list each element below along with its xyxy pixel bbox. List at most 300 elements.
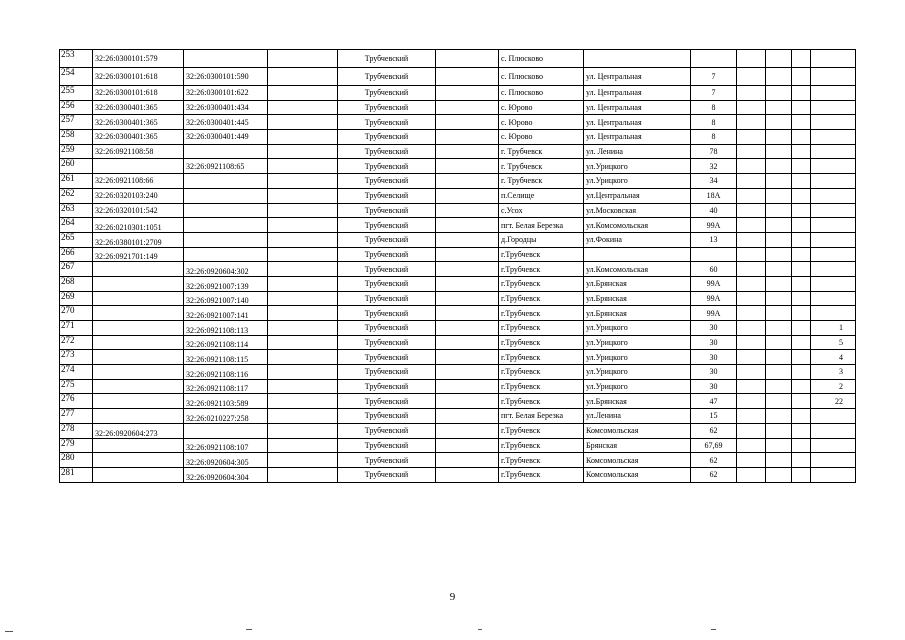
cell-empty <box>792 321 811 336</box>
cell-apartment-number <box>811 68 856 86</box>
cell-house-number: 47 <box>691 394 737 409</box>
cell-cadastral-number-object: 32:26:0920604:304 <box>184 467 268 482</box>
cell-locality: г. Трубчевск <box>499 159 584 174</box>
cell-apartment-number <box>811 50 856 68</box>
cell-locality: г.Трубчевск <box>499 350 584 365</box>
cell-empty <box>792 350 811 365</box>
cell-empty <box>766 291 792 306</box>
cell-cadastral-number-land <box>93 262 184 277</box>
cell-empty <box>436 453 499 468</box>
cell-empty <box>792 306 811 321</box>
cell-empty <box>268 130 338 145</box>
cell-house-number: 7 <box>691 68 737 86</box>
cell-cadastral-number-land: 32:26:0920604:273 <box>93 423 184 438</box>
cell-cadastral-number-object: 32:26:0921108:114 <box>184 335 268 350</box>
cell-empty <box>268 144 338 159</box>
cell-street: ул.Брянская <box>584 276 691 291</box>
cell-cadastral-number-land <box>93 467 184 482</box>
cell-empty <box>268 232 338 247</box>
cell-empty <box>436 50 499 68</box>
cell-empty <box>737 306 766 321</box>
cell-empty <box>436 276 499 291</box>
cell-locality: г.Трубчевск <box>499 306 584 321</box>
cell-district: Трубчевский <box>338 365 436 380</box>
cell-street <box>584 247 691 262</box>
cell-empty <box>792 218 811 233</box>
cell-street: ул. Центральная <box>584 130 691 145</box>
cell-empty <box>268 68 338 86</box>
cell-empty <box>737 115 766 130</box>
cell-house-number: 99А <box>691 291 737 306</box>
cell-apartment-number <box>811 203 856 218</box>
cell-district: Трубчевский <box>338 394 436 409</box>
cell-cadastral-number-land <box>93 379 184 394</box>
cell-empty <box>436 335 499 350</box>
cell-cadastral-number-object: 32:26:0921108:115 <box>184 350 268 365</box>
cell-cadastral-number-object <box>184 218 268 233</box>
cell-street: ул.Урицкого <box>584 365 691 380</box>
cell-empty <box>792 262 811 277</box>
cell-empty <box>436 232 499 247</box>
scan-artifact <box>246 629 252 630</box>
cell-empty <box>766 159 792 174</box>
cell-district: Трубчевский <box>338 423 436 438</box>
cell-empty <box>766 86 792 101</box>
table-row <box>60 379 856 394</box>
cell-empty <box>268 262 338 277</box>
cell-apartment-number <box>811 159 856 174</box>
cell-row-number: 254 <box>60 68 93 86</box>
cell-locality: г.Трубчевск <box>499 453 584 468</box>
cell-locality: с. Юрово <box>499 115 584 130</box>
cell-house-number <box>691 247 737 262</box>
cell-cadastral-number-object: 32:26:0920604:302 <box>184 262 268 277</box>
cell-cadastral-number-object: 32:26:0921007:139 <box>184 276 268 291</box>
cell-empty <box>737 68 766 86</box>
cell-empty <box>436 174 499 189</box>
cell-house-number: 8 <box>691 130 737 145</box>
cell-cadastral-number-object: 32:26:0300101:590 <box>184 68 268 86</box>
page-number: 9 <box>449 591 456 603</box>
cell-empty <box>737 394 766 409</box>
cell-house-number: 67,69 <box>691 438 737 453</box>
cell-row-number: 270 <box>60 306 93 321</box>
cell-empty <box>268 453 338 468</box>
cell-cadastral-number-land <box>93 438 184 453</box>
table-row <box>60 350 856 365</box>
cell-row-number: 256 <box>60 100 93 115</box>
cell-apartment-number <box>811 115 856 130</box>
cell-house-number: 8 <box>691 115 737 130</box>
cell-row-number: 269 <box>60 291 93 306</box>
cell-empty <box>436 409 499 424</box>
cell-empty <box>436 100 499 115</box>
cell-locality: с. Плюсково <box>499 68 584 86</box>
cell-apartment-number <box>811 438 856 453</box>
cell-empty <box>737 203 766 218</box>
table-row <box>60 423 856 438</box>
cell-house-number: 30 <box>691 350 737 365</box>
cell-district: Трубчевский <box>338 306 436 321</box>
cell-empty <box>737 100 766 115</box>
cell-empty <box>766 453 792 468</box>
table-row <box>60 321 856 336</box>
cell-locality: с. Плюсково <box>499 86 584 101</box>
table-row <box>60 159 856 174</box>
cell-house-number <box>691 50 737 68</box>
cell-cadastral-number-object <box>184 232 268 247</box>
cell-empty <box>436 218 499 233</box>
cell-apartment-number: 22 <box>811 394 856 409</box>
table-row <box>60 130 856 145</box>
cell-house-number: 13 <box>691 232 737 247</box>
cell-empty <box>436 203 499 218</box>
cell-locality: п.Селище <box>499 188 584 203</box>
cell-house-number: 7 <box>691 86 737 101</box>
cell-empty <box>268 350 338 365</box>
cell-empty <box>436 394 499 409</box>
cell-empty <box>792 130 811 145</box>
cell-empty <box>436 379 499 394</box>
cell-empty <box>766 365 792 380</box>
cell-apartment-number: 1 <box>811 321 856 336</box>
cell-cadastral-number-land <box>93 321 184 336</box>
cell-empty <box>792 394 811 409</box>
cell-empty <box>436 291 499 306</box>
cell-district: Трубчевский <box>338 50 436 68</box>
table-row <box>60 203 856 218</box>
cell-cadastral-number-land <box>93 291 184 306</box>
cell-apartment-number <box>811 276 856 291</box>
cell-street: ул.Комсомольская <box>584 262 691 277</box>
cell-locality: г.Трубчевск <box>499 291 584 306</box>
cell-district: Трубчевский <box>338 438 436 453</box>
cell-apartment-number <box>811 291 856 306</box>
cell-house-number: 30 <box>691 321 737 336</box>
cell-empty <box>792 365 811 380</box>
cell-empty <box>268 247 338 262</box>
cell-cadastral-number-land <box>93 159 184 174</box>
cell-empty <box>766 335 792 350</box>
cell-cadastral-number-land: 32:26:0300101:579 <box>93 50 184 68</box>
cell-apartment-number <box>811 409 856 424</box>
cell-locality: г.Трубчевск <box>499 379 584 394</box>
cell-house-number: 30 <box>691 365 737 380</box>
cell-street: Комсомольская <box>584 453 691 468</box>
cell-district: Трубчевский <box>338 159 436 174</box>
cell-cadastral-number-land: 32:26:0380101:2709 <box>93 232 184 247</box>
cell-district: Трубчевский <box>338 115 436 130</box>
cell-empty <box>268 291 338 306</box>
cell-house-number: 30 <box>691 379 737 394</box>
cell-cadastral-number-object: 32:26:0921007:141 <box>184 306 268 321</box>
cell-locality: с. Юрово <box>499 100 584 115</box>
cell-cadastral-number-land: 32:26:0921108:58 <box>93 144 184 159</box>
cell-cadastral-number-object <box>184 144 268 159</box>
cell-empty <box>436 306 499 321</box>
cell-empty <box>436 68 499 86</box>
cell-district: Трубчевский <box>338 174 436 189</box>
cell-locality: г. Трубчевск <box>499 144 584 159</box>
cell-cadastral-number-object: 32:26:0920604:305 <box>184 453 268 468</box>
cell-empty <box>766 394 792 409</box>
cell-empty <box>766 68 792 86</box>
cell-cadastral-number-land: 32:26:0300101:618 <box>93 86 184 101</box>
cell-empty <box>436 188 499 203</box>
cell-street: ул.Центральная <box>584 188 691 203</box>
table-row <box>60 335 856 350</box>
cell-locality: г.Трубчевск <box>499 321 584 336</box>
cell-row-number: 263 <box>60 203 93 218</box>
cell-empty <box>268 379 338 394</box>
cell-empty <box>792 247 811 262</box>
cell-cadastral-number-land: 32:26:0300101:618 <box>93 68 184 86</box>
cell-street: ул.Урицкого <box>584 350 691 365</box>
cell-district: Трубчевский <box>338 130 436 145</box>
cell-cadastral-number-land <box>93 335 184 350</box>
table-row <box>60 365 856 380</box>
cell-row-number: 271 <box>60 321 93 336</box>
cell-empty <box>268 159 338 174</box>
cell-row-number: 280 <box>60 453 93 468</box>
cell-street: ул.Брянская <box>584 291 691 306</box>
cell-district: Трубчевский <box>338 100 436 115</box>
cell-empty <box>268 115 338 130</box>
cell-apartment-number <box>811 86 856 101</box>
table-row <box>60 394 856 409</box>
cell-row-number: 274 <box>60 365 93 380</box>
cell-empty <box>737 365 766 380</box>
cell-apartment-number <box>811 188 856 203</box>
cell-row-number: 276 <box>60 394 93 409</box>
cell-empty <box>737 335 766 350</box>
cell-locality: г. Трубчевск <box>499 174 584 189</box>
cell-locality: г.Трубчевск <box>499 467 584 482</box>
cell-empty <box>737 159 766 174</box>
cell-empty <box>268 203 338 218</box>
cell-row-number: 278 <box>60 423 93 438</box>
cell-empty <box>737 467 766 482</box>
cell-cadastral-number-land: 32:26:0320103:240 <box>93 188 184 203</box>
cell-empty <box>737 262 766 277</box>
cell-empty <box>792 423 811 438</box>
cell-locality: г.Трубчевск <box>499 438 584 453</box>
cell-empty <box>766 188 792 203</box>
cell-district: Трубчевский <box>338 291 436 306</box>
table-row <box>60 218 856 233</box>
cell-empty <box>792 291 811 306</box>
cell-empty <box>766 306 792 321</box>
cell-cadastral-number-object: 32:26:0921108:117 <box>184 379 268 394</box>
table-row <box>60 438 856 453</box>
cell-empty <box>766 218 792 233</box>
cell-empty <box>792 188 811 203</box>
cell-district: Трубчевский <box>338 335 436 350</box>
cell-apartment-number: 5 <box>811 335 856 350</box>
cell-empty <box>737 130 766 145</box>
cell-empty <box>436 350 499 365</box>
cell-row-number: 258 <box>60 130 93 145</box>
cell-empty <box>766 115 792 130</box>
cell-empty <box>792 335 811 350</box>
cell-locality: с. Плюсково <box>499 50 584 68</box>
cell-empty <box>436 438 499 453</box>
cell-empty <box>766 262 792 277</box>
cell-district: Трубчевский <box>338 379 436 394</box>
cell-empty <box>268 86 338 101</box>
cell-empty <box>436 262 499 277</box>
table-body <box>60 50 856 483</box>
cell-empty <box>268 438 338 453</box>
cell-district: Трубчевский <box>338 247 436 262</box>
cell-street: ул.Урицкого <box>584 174 691 189</box>
cell-row-number: 262 <box>60 188 93 203</box>
cell-cadastral-number-land <box>93 306 184 321</box>
cell-street: ул. Центральная <box>584 115 691 130</box>
cell-district: Трубчевский <box>338 86 436 101</box>
cell-locality: г.Трубчевск <box>499 247 584 262</box>
cell-cadastral-number-land <box>93 365 184 380</box>
cell-empty <box>766 350 792 365</box>
cell-street: Комсомольская <box>584 467 691 482</box>
cell-row-number: 259 <box>60 144 93 159</box>
cell-street: ул.Урицкого <box>584 321 691 336</box>
cell-empty <box>737 423 766 438</box>
cell-empty <box>766 247 792 262</box>
cell-empty <box>268 321 338 336</box>
cell-cadastral-number-land <box>93 394 184 409</box>
cell-empty <box>766 130 792 145</box>
table-row <box>60 276 856 291</box>
cell-locality: г.Трубчевск <box>499 262 584 277</box>
cell-district: Трубчевский <box>338 409 436 424</box>
cell-street: ул. Центральная <box>584 86 691 101</box>
cell-empty <box>737 188 766 203</box>
cell-empty <box>792 467 811 482</box>
table-row <box>60 50 856 68</box>
cell-apartment-number <box>811 232 856 247</box>
cell-empty <box>766 232 792 247</box>
cell-apartment-number <box>811 262 856 277</box>
cell-apartment-number <box>811 174 856 189</box>
cell-house-number: 30 <box>691 335 737 350</box>
cell-empty <box>268 50 338 68</box>
cell-locality: г.Трубчевск <box>499 365 584 380</box>
cell-row-number: 279 <box>60 438 93 453</box>
cell-row-number: 264 <box>60 218 93 233</box>
cell-street: ул.Ленина <box>584 409 691 424</box>
cell-empty <box>792 379 811 394</box>
table-row <box>60 188 856 203</box>
cell-district: Трубчевский <box>338 467 436 482</box>
cell-district: Трубчевский <box>338 453 436 468</box>
cell-empty <box>737 144 766 159</box>
cell-cadastral-number-object: 32:26:0300101:622 <box>184 86 268 101</box>
cell-row-number: 266 <box>60 247 93 262</box>
property-register-table <box>59 49 856 483</box>
cell-cadastral-number-land: 32:26:0210301:1051 <box>93 218 184 233</box>
cell-empty <box>792 144 811 159</box>
cell-empty <box>766 100 792 115</box>
cell-empty <box>792 203 811 218</box>
cell-cadastral-number-land <box>93 409 184 424</box>
cell-empty <box>737 438 766 453</box>
cell-street: Брянская <box>584 438 691 453</box>
cell-empty <box>737 409 766 424</box>
cell-house-number: 78 <box>691 144 737 159</box>
cell-empty <box>792 159 811 174</box>
cell-empty <box>737 350 766 365</box>
cell-empty <box>436 321 499 336</box>
cell-cadastral-number-land <box>93 453 184 468</box>
cell-row-number: 272 <box>60 335 93 350</box>
cell-row-number: 260 <box>60 159 93 174</box>
cell-empty <box>737 174 766 189</box>
table-row <box>60 174 856 189</box>
cell-district: Трубчевский <box>338 232 436 247</box>
cell-district: Трубчевский <box>338 68 436 86</box>
cell-empty <box>766 144 792 159</box>
cell-cadastral-number-object <box>184 188 268 203</box>
cell-street: ул.Московская <box>584 203 691 218</box>
cell-cadastral-number-land <box>93 276 184 291</box>
table-row <box>60 232 856 247</box>
cell-empty <box>766 423 792 438</box>
cell-empty <box>792 438 811 453</box>
cell-cadastral-number-land: 32:26:0300401:365 <box>93 130 184 145</box>
cell-empty <box>268 100 338 115</box>
cell-street: ул.Брянская <box>584 306 691 321</box>
table-row <box>60 453 856 468</box>
cell-street: ул.Комсомольская <box>584 218 691 233</box>
cell-empty <box>792 174 811 189</box>
cell-cadastral-number-object <box>184 174 268 189</box>
table-row <box>60 306 856 321</box>
cell-empty <box>268 276 338 291</box>
cell-empty <box>792 68 811 86</box>
cell-district: Трубчевский <box>338 350 436 365</box>
cell-empty <box>737 218 766 233</box>
cell-locality: г.Трубчевск <box>499 276 584 291</box>
cell-empty <box>436 423 499 438</box>
cell-cadastral-number-object <box>184 203 268 218</box>
cell-locality: с.Усох <box>499 203 584 218</box>
cell-house-number: 62 <box>691 423 737 438</box>
cell-empty <box>766 276 792 291</box>
table-row <box>60 262 856 277</box>
cell-empty <box>766 321 792 336</box>
cell-street: ул. Центральная <box>584 68 691 86</box>
cell-cadastral-number-land: 32:26:0921701:149 <box>93 247 184 262</box>
cell-cadastral-number-land: 32:26:0300401:365 <box>93 115 184 130</box>
table-row <box>60 409 856 424</box>
cell-empty <box>737 232 766 247</box>
cell-house-number: 34 <box>691 174 737 189</box>
cell-cadastral-number-object: 32:26:0921108:116 <box>184 365 268 380</box>
cell-cadastral-number-object: 32:26:0921007:140 <box>184 291 268 306</box>
cell-street: ул.Фокина <box>584 232 691 247</box>
cell-cadastral-number-object <box>184 50 268 68</box>
cell-house-number: 62 <box>691 453 737 468</box>
cell-empty <box>766 203 792 218</box>
cell-cadastral-number-object: 32:26:0300401:434 <box>184 100 268 115</box>
cell-district: Трубчевский <box>338 276 436 291</box>
cell-house-number: 99А <box>691 218 737 233</box>
cell-cadastral-number-object: 32:26:0921108:113 <box>184 321 268 336</box>
cell-house-number: 8 <box>691 100 737 115</box>
cell-locality: пгт. Белая Березка <box>499 409 584 424</box>
cell-empty <box>268 306 338 321</box>
